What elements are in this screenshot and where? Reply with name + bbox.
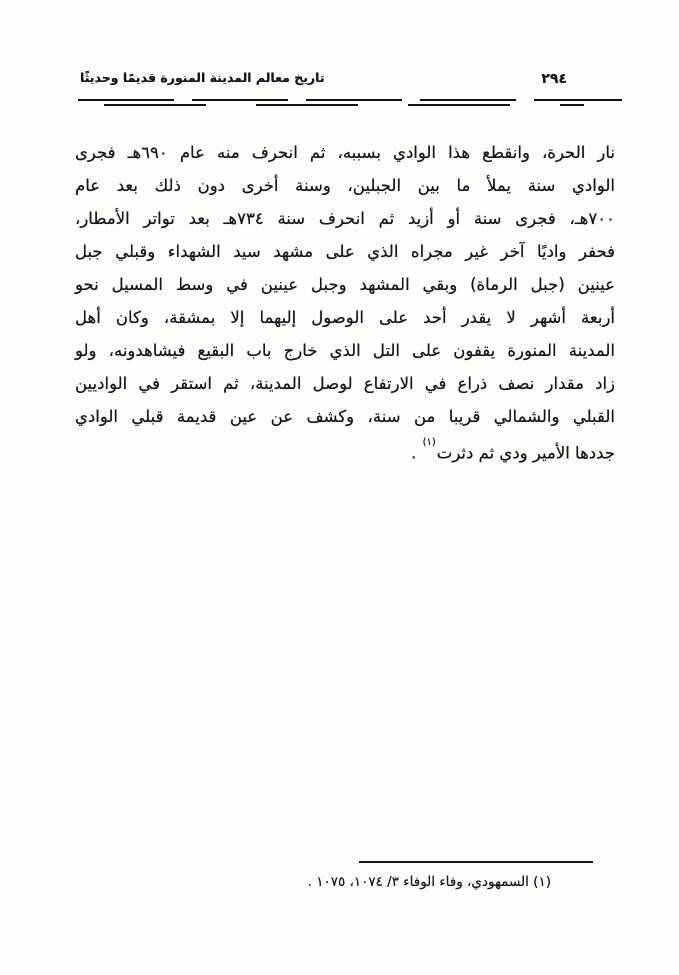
header-rule-bottom-line bbox=[78, 104, 584, 106]
text-line-last bbox=[75, 433, 615, 470]
footnote-separator-rule bbox=[359, 861, 593, 863]
page-number: ٢٩٤ bbox=[541, 71, 567, 87]
last-line-period: . bbox=[411, 443, 417, 463]
footnote-reference-marker: (١) bbox=[422, 437, 436, 448]
text-line: القبلي والشمالي قريبا من سنة، وكشف عن عين قديمة قبلي الوادي bbox=[75, 407, 615, 426]
text-line: زاد مقدار نصف ذراع في الارتفاع لوصل المدينة، ثم استقر في الواديين bbox=[75, 374, 615, 393]
last-line-text: جددها الأمير ودي ثم دثرت bbox=[436, 443, 615, 463]
body-paragraph bbox=[75, 136, 615, 470]
text-line: نار الحرة، وانقطع هذا الوادي بسببه، ثم انحرف منه عام ٦٩٠هـ فجرى bbox=[75, 143, 615, 162]
header-rule bbox=[78, 99, 622, 106]
text-line: ٧٠٠هـ، فجرى سنة أو أزيد ثم انحرف سنة ٧٣٤هـ بعد تواتر الأمطار، bbox=[75, 209, 615, 228]
text-line: الوادي سنة يملأ ما بين الجبلين، وسنة أخرى دون ذلك بعد عام bbox=[75, 176, 615, 195]
header-rule-top-line bbox=[78, 99, 622, 101]
text-line: المدينة المنورة يقفون على التل الذي خارج باب البقيع فيشاهدونه، ولو bbox=[75, 341, 615, 360]
text-line: أربعة أشهر لا يقدر أحد على الوصول إليهما إلا بمشقة، وكان أهل bbox=[75, 308, 615, 327]
text-line: عينين (جبل الرماة) وبقي المشهد وجبل عينين في وسط المسيل نحو bbox=[75, 275, 615, 294]
footnote-citation: (١) السمهودي، وفاء الوفاء ٣/ ١٠٧٤، ١٠٧٥ . bbox=[307, 874, 551, 890]
text-line: فحفر واديًا آخر غير مجراه الذي على مشهد سيد الشهداء وقبلي جبل bbox=[75, 242, 615, 261]
book-title: تاريخ معالم المدينة المنورة قديمًا وحديثًا bbox=[80, 70, 325, 85]
